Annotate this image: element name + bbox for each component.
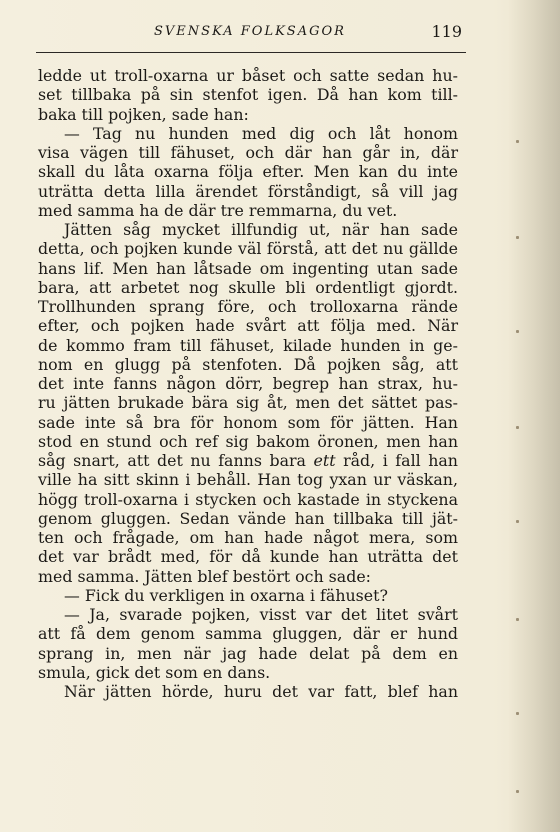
page-header <box>36 22 462 48</box>
page-number: 119 <box>431 22 462 41</box>
text-line: att få dem genom samma gluggen, där er hund <box>38 624 458 644</box>
text-line: såg snart, att det nu fanns bara ett råd, i fall han <box>38 451 458 470</box>
text-line: nom en glugg på stenfoten. Då pojken såg, att <box>38 354 458 374</box>
text-line: hans lif. Men han låtsade om ingenting utan sade <box>38 258 458 278</box>
text-line: de kommo fram till fähuset, kilade hunden in ge- <box>38 335 458 355</box>
text-line: — Fick du verkligen in oxarna i fähuset? <box>64 585 388 605</box>
body-text <box>38 66 458 701</box>
running-title: SVENSKA FOLKSAGOR <box>154 24 346 39</box>
margin-specks <box>516 140 526 800</box>
text-line: sade inte så bra för honom som för jätten. Han <box>38 412 458 432</box>
text-line: set tillbaka på sin stenfot igen. Då han kom till- <box>38 85 458 105</box>
text-line: sprang in, men när jag hade delat på dem en <box>38 643 458 663</box>
text-line: — Ja, svarade pojken, visst var det litet svårt <box>64 605 458 624</box>
text-line: — Tag nu hunden med dig och låt honom <box>64 123 458 143</box>
header-rule <box>36 52 466 53</box>
text-line: det inte fanns någon dörr, begrep han strax, hu- <box>38 374 458 393</box>
text-line: ville ha sitt skinn i behåll. Han tog yxan ur väskan, <box>38 470 458 490</box>
text-line: med samma ha de där tre remmarna, du vet. <box>38 200 398 220</box>
text-line: smula, gick det som en dans. <box>38 662 271 682</box>
text-line: visa vägen till fähuset, och där han går in, där <box>38 143 458 162</box>
text-line: När jätten hörde, huru det var fatt, blef han <box>64 682 458 701</box>
text-line: baka till pojken, sade han: <box>38 104 249 124</box>
text-line: bara, att arbetet nog skulle bli ordentligt gjordt. <box>38 277 458 297</box>
text-line: uträtta detta lilla ärendet förståndigt, så vill jag <box>38 181 458 201</box>
text-line: ru jätten brukade bära sig åt, men det sättet pas- <box>38 393 458 413</box>
text-line: genom gluggen. Sedan vände han tillbaka till jät- <box>38 508 458 528</box>
text-line: högg troll-oxarna i stycken och kastade in styckena <box>38 489 458 509</box>
text-line: ledde ut troll-oxarna ur båset och satte sedan hu- <box>38 66 458 85</box>
text-line: det var brådt med, för då kunde han uträtta det <box>38 547 458 567</box>
text-line: skall du låta oxarna följa efter. Men kan du inte <box>38 162 458 182</box>
text-line: Jätten såg mycket illfundig ut, när han sade <box>64 220 458 239</box>
text-line: efter, och pojken hade svårt att följa med. När <box>38 316 458 336</box>
text-line: med samma. Jätten blef bestört och sade: <box>38 566 371 586</box>
text-line: ten och frågade, om han hade något mera, som <box>38 528 458 547</box>
text-line: Trollhunden sprang före, och trolloxarna rände <box>38 297 458 316</box>
text-line: stod en stund och ref sig bakom öronen, men han <box>38 431 458 451</box>
text-line: detta, och pojken kunde väl förstå, att det nu gällde <box>38 239 458 259</box>
